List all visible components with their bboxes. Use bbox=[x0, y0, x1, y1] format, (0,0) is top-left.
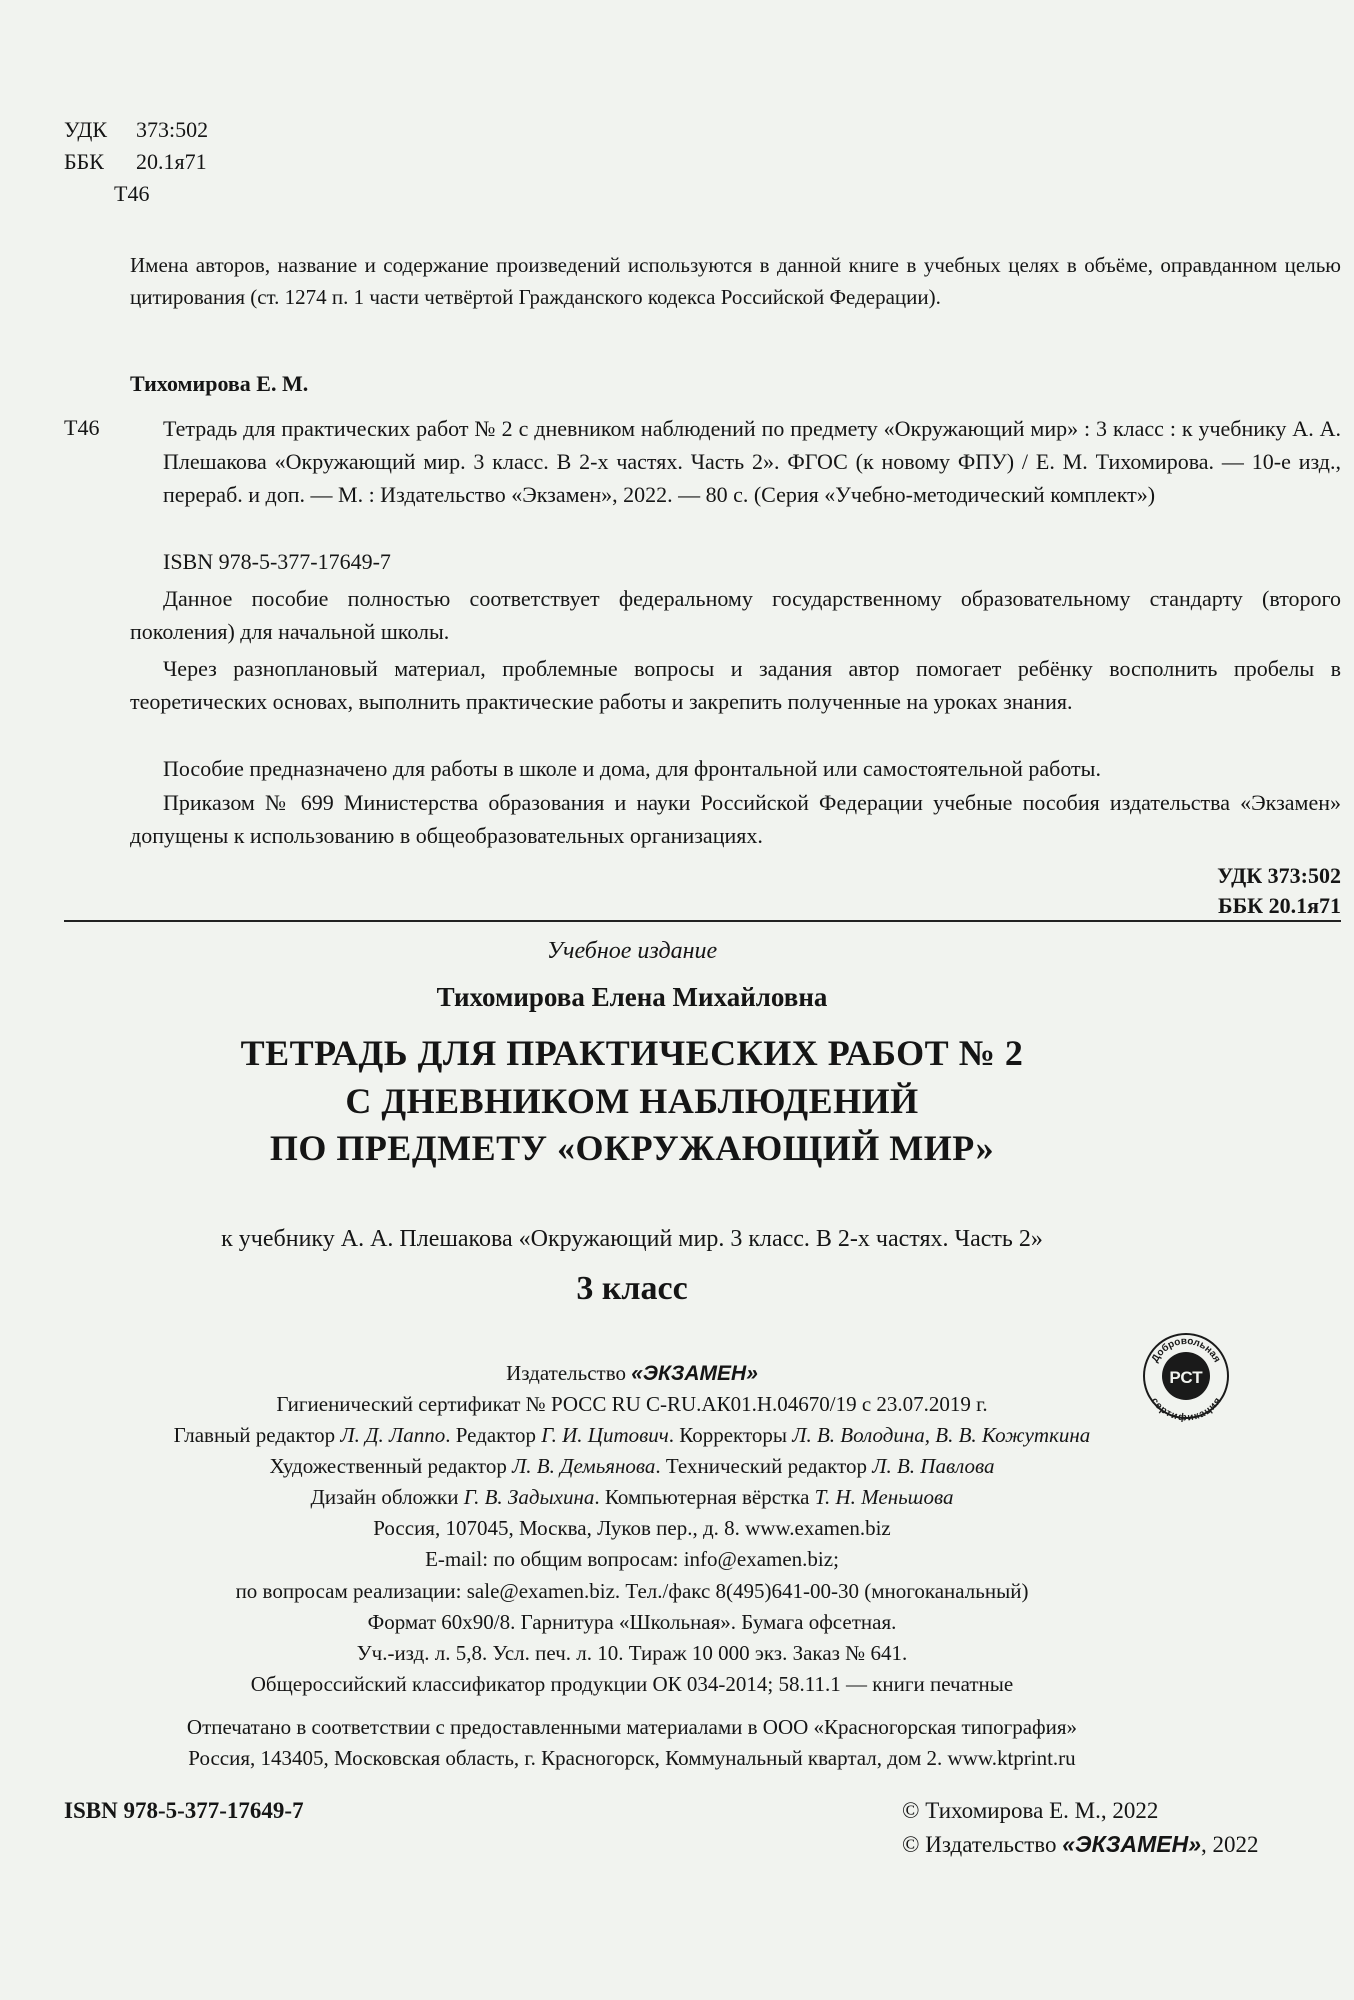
footer-copy-pub-name: «ЭКЗАМЕН» bbox=[1062, 1831, 1202, 1857]
imprint bbox=[0, 1358, 1354, 1774]
bbk-value: 20.1я71 bbox=[136, 148, 207, 174]
print-info: Уч.-изд. л. 5,8. Усл. печ. л. 10. Тираж 10 000 экз. Заказ № 641. bbox=[356, 1640, 908, 1665]
format-info: Формат 60x90/8. Гарнитура «Школьная». Бумага офсетная. bbox=[367, 1609, 897, 1634]
author-mark-row bbox=[64, 178, 208, 210]
edition-title-line-1: ТЕТРАДЬ ДЛЯ ПРАКТИЧЕСКИХ РАБОТ № 2 bbox=[240, 1033, 1024, 1073]
editor-role: . Компьютерная вёрстка bbox=[594, 1485, 815, 1510]
record-para-1: Данное пособие полностью соответствует федеральному государственному образовательному стандарту (второго поколения) для начальной школы. bbox=[130, 586, 1341, 644]
editor-name: Т. Н. Меньшова bbox=[814, 1485, 954, 1510]
record-author-heading: Тихомирова Е. М. bbox=[130, 371, 309, 396]
footer-isbn: ISBN 978-5-377-17649-7 bbox=[64, 1798, 304, 1823]
editor-role: . Корректоры bbox=[668, 1423, 793, 1448]
editors-line-1 bbox=[0, 1420, 1264, 1451]
record-udk-right: УДК 373:502 bbox=[1217, 863, 1341, 888]
editor-name: Л. В. Демьянова bbox=[512, 1454, 656, 1479]
editor-name: Л. В. Павлова bbox=[872, 1454, 995, 1479]
edition-grade: 3 класс bbox=[576, 1270, 688, 1307]
udk-row bbox=[64, 114, 208, 146]
editor-role: . Редактор bbox=[445, 1423, 542, 1448]
editor-name: Г. И. Цитович bbox=[541, 1423, 669, 1448]
copyright-notice: Имена авторов, название и содержание произведений используются в данной книге в учебных целях в объёме, оправданном целью цитирования (ст. 1274 п. 1 части четвёртой Гражданского кодекса Российской Федерации). bbox=[130, 253, 1341, 309]
footer-copy-pub-prefix: © Издательство bbox=[902, 1832, 1063, 1857]
divider bbox=[64, 920, 1341, 922]
footer-copy-publisher bbox=[902, 1828, 1259, 1861]
record-para-4: Приказом № 699 Министерства образования и науки Российской Федерации учебные пособия издательства «Экзамен» допущены к использованию в общеобразовательных организациях. bbox=[130, 790, 1341, 848]
edition-title bbox=[0, 1030, 1354, 1173]
publisher-name: «ЭКЗАМЕН» bbox=[631, 1362, 758, 1385]
edition-author: Тихомирова Елена Михайловна bbox=[436, 982, 828, 1012]
author-mark: Т46 bbox=[114, 180, 150, 206]
bbk-row bbox=[64, 146, 208, 178]
edition-title-line-3: ПО ПРЕДМЕТУ «ОКРУЖАЮЩИЙ МИР» bbox=[269, 1128, 995, 1169]
edition-title-line-2: С ДНЕВНИКОМ НАБЛЮДЕНИЙ bbox=[345, 1080, 919, 1121]
record-description bbox=[163, 412, 1341, 511]
editors-line-3 bbox=[0, 1482, 1264, 1513]
publisher-prefix: Издательство bbox=[506, 1361, 626, 1385]
footer-copy-author: © Тихомирова Е. М., 2022 bbox=[902, 1798, 1159, 1823]
editor-role: Главный редактор bbox=[173, 1423, 341, 1448]
editors-line-2 bbox=[0, 1451, 1264, 1482]
edition-type: Учебное издание bbox=[546, 938, 718, 964]
classifier-info: Общероссийский классификатор продукции ОК 034-2014; 58.11.1 — книги печатные bbox=[250, 1671, 1014, 1696]
bbk-label: ББК bbox=[64, 148, 104, 174]
printer-address: Россия, 143405, Московская область, г. Красногорск, Коммунальный квартал, дом 2. www.ktprint.ru bbox=[188, 1745, 1076, 1770]
record-bbk-right: ББК 20.1я71 bbox=[1218, 893, 1341, 918]
record-mark: Т46 bbox=[64, 415, 100, 440]
badge-top-text: Добровольная bbox=[1149, 1335, 1223, 1365]
hygiene-certificate: Гигиенический сертификат № РОСС RU С-RU.АК01.Н.04670/19 с 23.07.2019 г. bbox=[276, 1392, 988, 1417]
printed-by: Отпечатано в соответствии с предоставленными материалами в ООО «Красногорская типография» bbox=[186, 1714, 1078, 1739]
editor-name: Л. В. Володина, В. В. Кожуткина bbox=[792, 1423, 1091, 1448]
footer-copy-pub-suffix: , 2022 bbox=[1201, 1832, 1259, 1857]
udk-label: УДК bbox=[64, 117, 108, 142]
record-para-2: Через разноплановый материал, проблемные вопросы и задания автор помогает ребёнку восполнить пробелы в теоретических основах, выполнить практические работы и закрепить полученные на уроках знания. bbox=[130, 656, 1341, 714]
publisher-address: Россия, 107045, Москва, Луков пер., д. 8. www.examen.biz bbox=[373, 1516, 891, 1541]
badge-letters: РСТ bbox=[1169, 1368, 1203, 1387]
editor-role: Художественный редактор bbox=[269, 1454, 513, 1479]
classification-codes bbox=[64, 114, 208, 210]
editor-role: . Технический редактор bbox=[655, 1454, 873, 1479]
record-isbn: ISBN 978-5-377-17649-7 bbox=[163, 549, 391, 574]
udk-value: 373:502 bbox=[136, 117, 209, 142]
record-description-text: Тетрадь для практических работ № 2 с дневником наблюдений по предмету «Окружающий мир» : 3 класс : к учебнику А. А. Плешакова «Окружающий мир. 3 класс. В 2-х частях. Часть 2». ФГОС (к новому ФПУ) / Е. М. Тихомирова. — 10-е изд., перераб. и доп. — М. : Издательство «Экзамен», 2022. — 80 с. (Серия «Учебно-методический комплект») bbox=[163, 416, 1341, 507]
record-para-3: Пособие предназначено для работы в школе и дома, для фронтальной или самостоятельной работы. bbox=[163, 756, 1101, 781]
editor-name: Г. В. Задыхина bbox=[463, 1485, 595, 1510]
publisher-email: E-mail: по общим вопросам: info@examen.biz; bbox=[425, 1547, 839, 1572]
badge-bottom-text: сертификация bbox=[1148, 1395, 1224, 1422]
publisher-sales: по вопросам реализации: sale@examen.biz. Тел./факс 8(495)641-00-30 (многоканальный) bbox=[235, 1578, 1029, 1603]
publisher-line bbox=[0, 1358, 1264, 1389]
editor-name: Л. Д. Лаппо bbox=[340, 1423, 446, 1448]
editor-role: Дизайн обложки bbox=[310, 1485, 464, 1510]
edition-subtitle: к учебнику А. А. Плешакова «Окружающий мир. 3 класс. В 2-х частях. Часть 2» bbox=[221, 1226, 1043, 1252]
